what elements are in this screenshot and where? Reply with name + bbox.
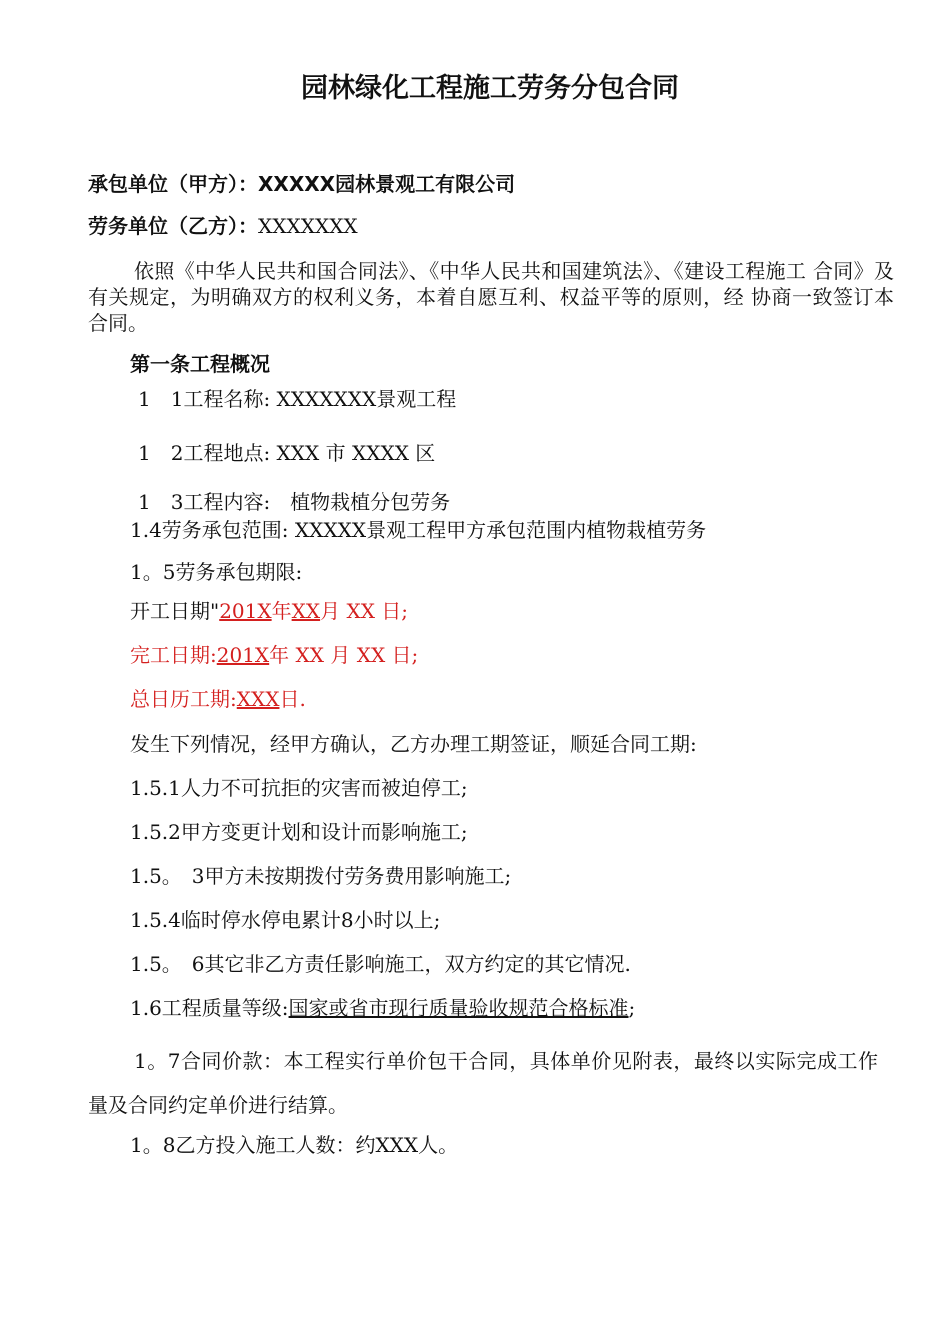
- start-date-rest: 月 XX 日;: [320, 599, 409, 623]
- start-date-year: 201X: [219, 599, 272, 623]
- extension-item: 1.5。 6其它非乙方责任影响施工，双方约定的其它情况.: [130, 952, 631, 976]
- total-days-suffix: 日.: [279, 687, 306, 711]
- extension-intro: 发生下列情况，经甲方确认，乙方办理工期签证，顺延合同工期:: [130, 732, 697, 756]
- extension-item: 1.5。 3甲方未按期拨付劳务费用影响施工;: [130, 864, 512, 888]
- total-days-label: 总日历工期:: [130, 687, 237, 711]
- party-b-value: XXXXXXX: [258, 214, 358, 238]
- start-date-month: XX: [291, 599, 321, 623]
- extension-item: 1.5.2甲方变更计划和设计而影响施工;: [130, 820, 468, 844]
- item-1-3: 1 3工程内容: 植物栽植分包劳务: [138, 490, 451, 514]
- total-days-line: [130, 686, 306, 712]
- total-days-value: XXX: [236, 687, 280, 711]
- end-date-rest: 年 XX 月 XX 日;: [269, 643, 419, 667]
- page-title: 园林绿化工程施工劳务分包合同: [301, 73, 679, 104]
- quality-line: [130, 995, 635, 1021]
- end-date-year: 201X: [216, 643, 270, 667]
- party-b-label: 劳务单位（乙方）：: [88, 214, 258, 238]
- price-paragraph: 1。7合同价款：本工程实行单价包干合同，具体单价见附表，最终以实际完成工作量及合同约定单价进行结算。: [88, 1049, 878, 1117]
- workers-line: 1。8乙方投入施工人数：约XXX人。: [130, 1133, 459, 1157]
- quality-suffix: ;: [628, 996, 636, 1020]
- intro-paragraph: 依照《中华人民共和国合同法》、《中华人民共和国建筑法》、《建设工程施工 合同》及有关规定，为明确双方的权利义务，本着自愿互利、权益平等的原则，经 协商一致签订本合同。: [88, 259, 894, 335]
- start-date-year-suffix: 年: [271, 599, 292, 623]
- item-1-4: 1.4劳务承包范围: XXXXX景观工程甲方承包范围内植物栽植劳务: [130, 518, 707, 542]
- item-1-5: 1。5劳务承包期限:: [130, 560, 303, 584]
- item-1-1: 1 1工程名称: XXXXXXX景观工程: [138, 387, 457, 411]
- section1-heading: 第一条工程概况: [130, 352, 270, 376]
- quality-label: 1.6工程质量等级:: [130, 996, 289, 1020]
- party-a-line: [88, 171, 515, 197]
- start-date-label: 开工日期": [130, 599, 220, 623]
- party-a-value: XXXXX园林景观工有限公司: [258, 172, 516, 196]
- quality-value: 国家或省市现行质量验收规范合格标准: [288, 996, 629, 1020]
- end-date-line: [130, 642, 418, 668]
- item-1-2: 1 2工程地点: XXX 市 XXXX 区: [138, 441, 436, 465]
- start-date-line: [130, 598, 408, 624]
- party-b-line: [88, 213, 358, 239]
- party-a-label: 承包单位（甲方）：: [88, 172, 258, 196]
- extension-item: 1.5.1人力不可抗拒的灾害而被迫停工;: [130, 776, 468, 800]
- end-date-label: 完工日期:: [130, 643, 217, 667]
- extension-item: 1.5.4临时停水停电累计8小时以上;: [130, 908, 441, 932]
